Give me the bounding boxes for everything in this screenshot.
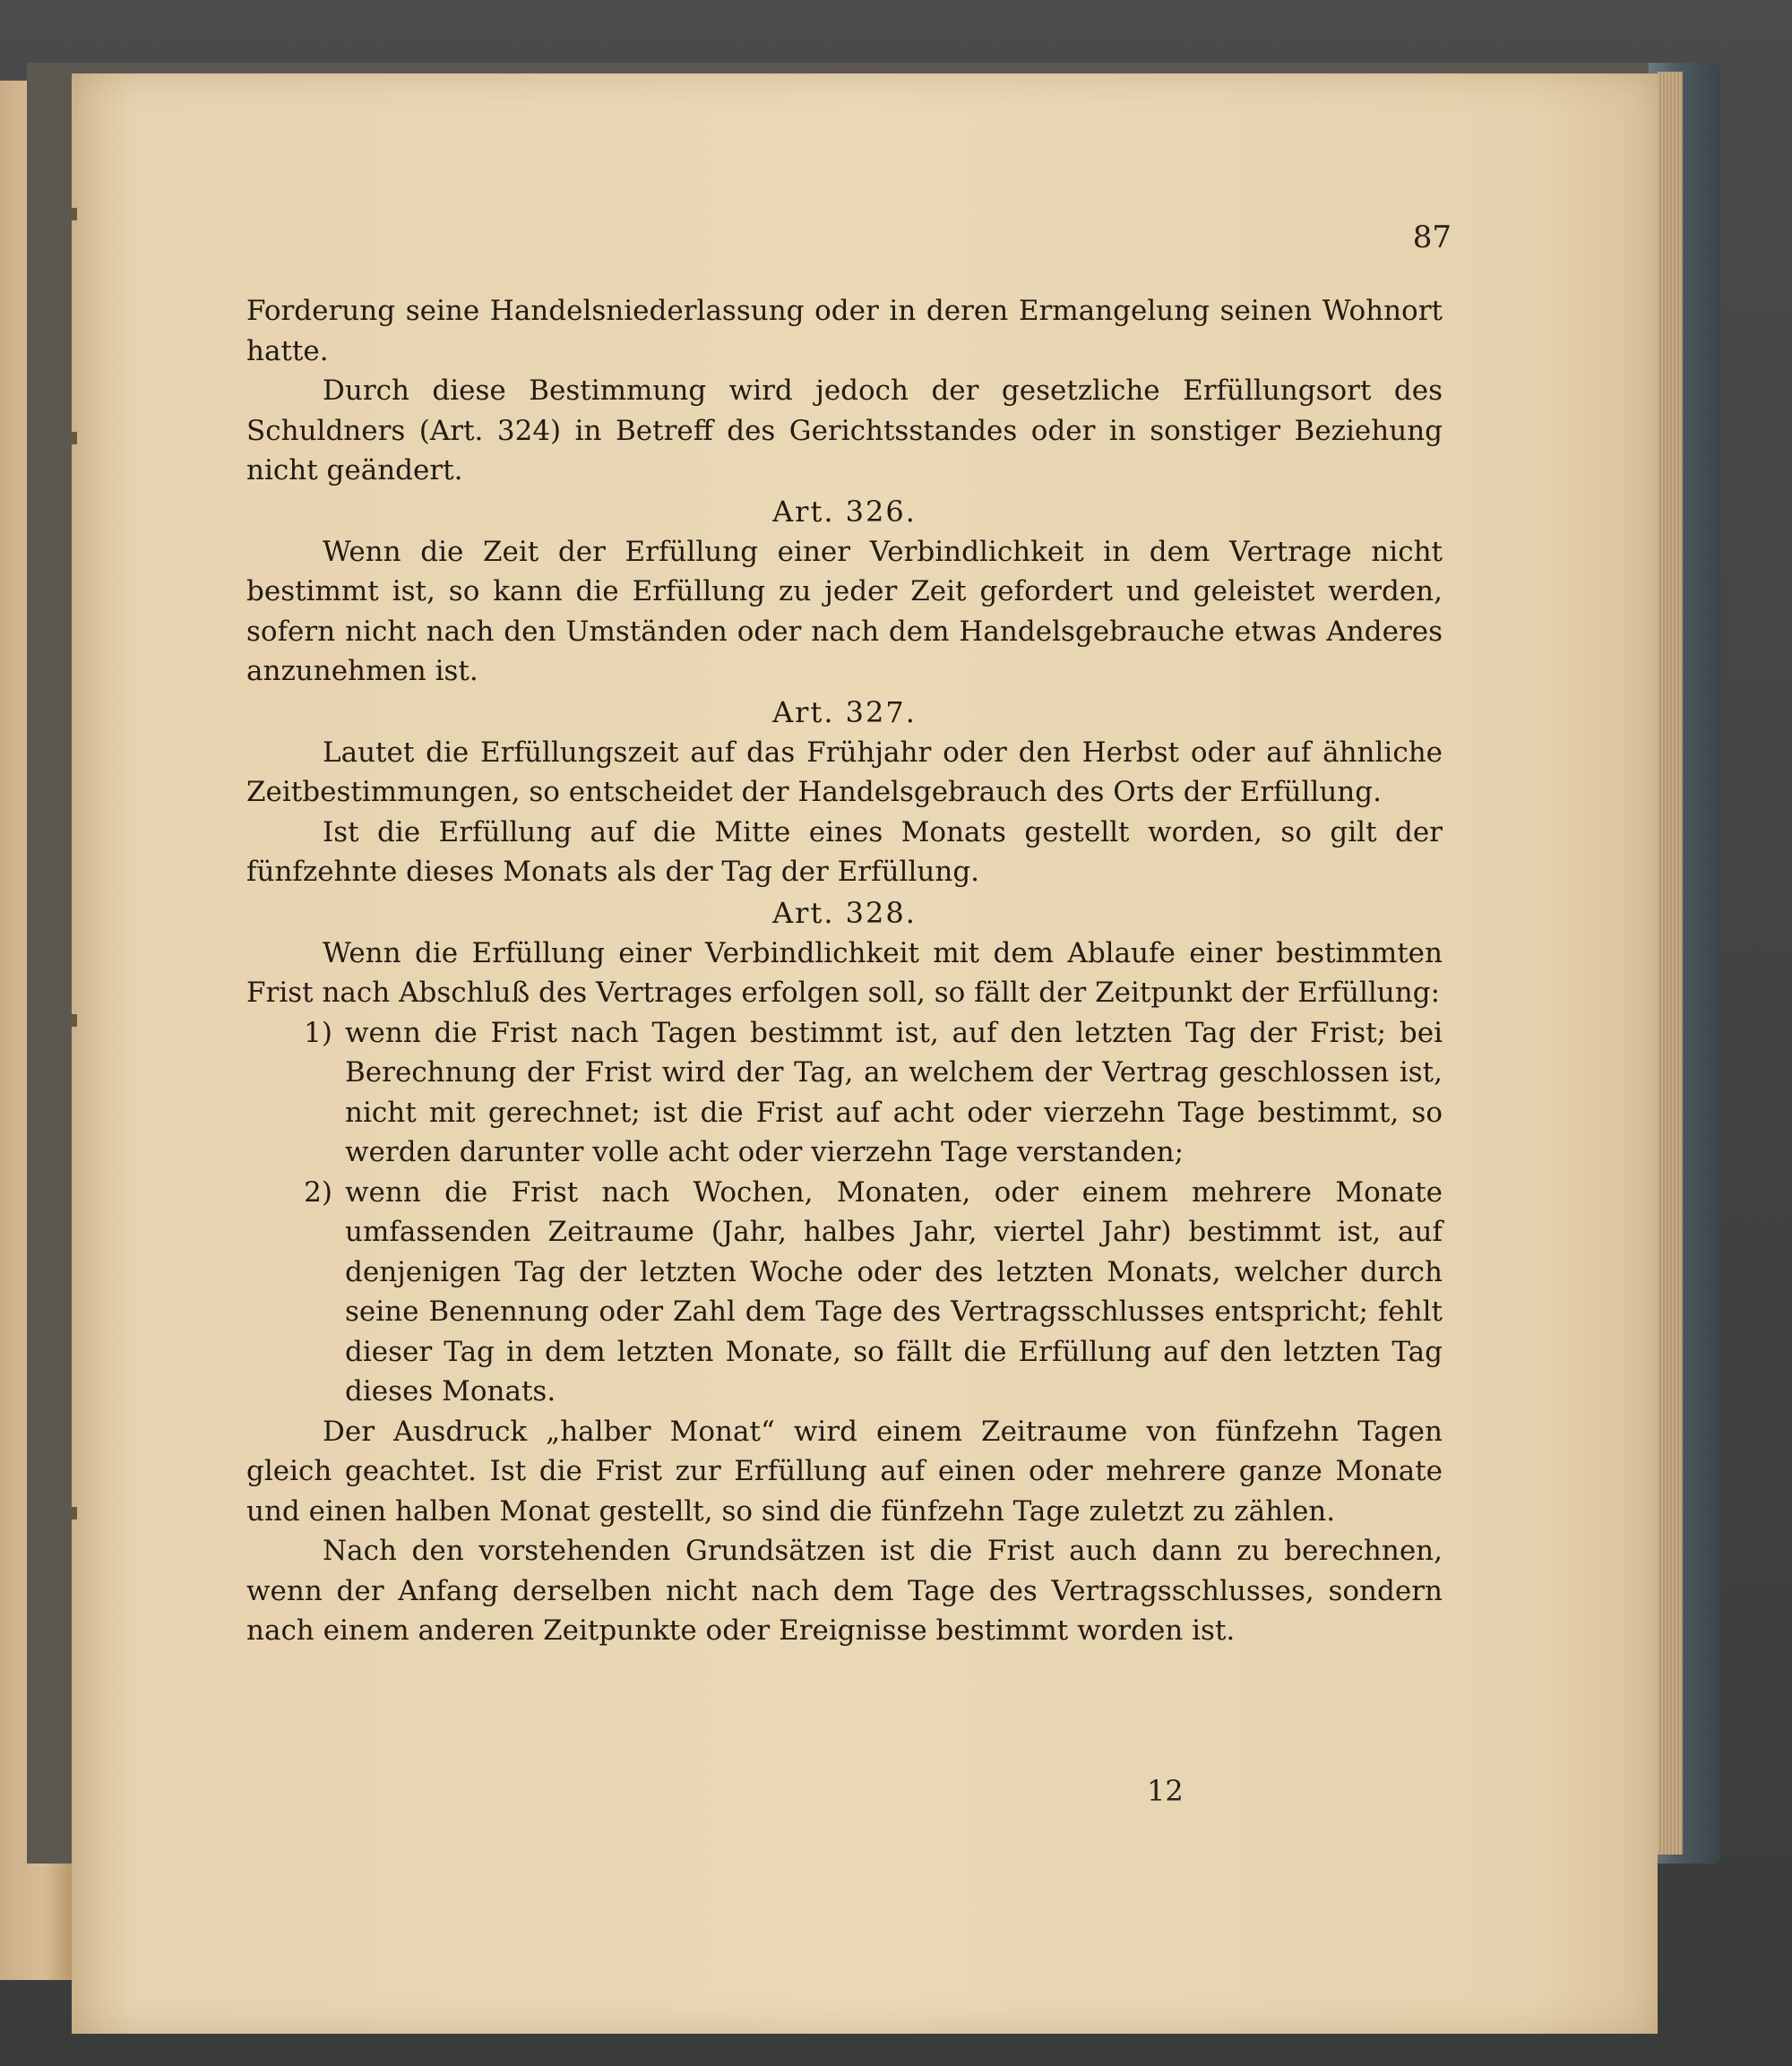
- article-heading-327: Art. 327.: [772, 694, 917, 729]
- article-327-paragraph-1: Lautet die Erfüllungszeit auf das Frühjahr oder den Herbst oder auf ähnliche Zeitbestimmungen, so entscheidet der Handelsgebrauch des Orts der Erfüllung.: [246, 736, 1443, 808]
- margin-mark: [72, 208, 77, 220]
- article-328-paragraph-3: Nach den vorstehenden Grundsätzen ist die Frist auch dann zu berechnen, wenn der Anfang derselben nicht nach dem Tage des Vertragsschlusses, sondern nach einem anderen Zeitpunkte oder Ereignisse bestimmt worden ist.: [246, 1535, 1443, 1647]
- article-328-paragraph-1: Wenn die Erfüllung einer Verbindlichkeit mit dem Ablaufe einer bestimmten Frist nach Abschluß des Vertrages erfolgen soll, so fällt der Zeitpunkt der Erfüllung:: [246, 936, 1443, 1009]
- margin-mark: [72, 1507, 77, 1519]
- enum-number: 2): [304, 1175, 332, 1209]
- enumerated-item: [246, 1173, 1443, 1412]
- paragraph-durch: Durch diese Bestimmung wird jedoch der gesetzliche Erfüllungsort des Schuldners (Art. 324) in Betreff des Gerichtsstandes oder in sonstiger Beziehung nicht geändert.: [246, 374, 1443, 486]
- page-fore-edge: [1658, 72, 1683, 1855]
- margin-mark: [72, 432, 77, 444]
- article-heading-328: Art. 328.: [772, 895, 917, 930]
- enum-text: wenn die Frist nach Tagen bestimmt ist, auf den letzten Tag der Frist; bei Berechnung der Frist wird der Tag, an welchem der Vertrag geschlossen ist, nicht mit gerechnet; ist die Frist auf acht oder vierzehn Tage bestimmt, so werden darunter volle acht oder vierzehn Tage verstanden;: [345, 1016, 1443, 1168]
- enum-text: wenn die Frist nach Wochen, Monaten, oder einem mehrere Monate umfassenden Zeitraume (Jahr, halbes Jahr, viertel Jahr) bestimmt ist, auf denjenigen Tag der letzten Woche oder des letzten Monats, welcher durch seine Benennung oder Zahl dem Tage des Vertragsschlusses entspricht; fehlt dieser Tag in dem letzten Monate, so fällt die Erfüllung auf den letzten Tag dieses Monats.: [345, 1175, 1443, 1407]
- article-328-paragraph-2: Der Ausdruck „halber Monat“ wird einem Zeitraume von fünfzehn Tagen gleich geachtet. Ist die Frist zur Erfüllung auf einen oder mehrere ganze Monate und einen halben Monat gestellt, so sind die fünfzehn Tage zuletzt zu zählen.: [246, 1415, 1443, 1528]
- enumerated-item: [246, 1013, 1443, 1173]
- page-number: 87: [1412, 220, 1452, 255]
- enum-number: 1): [304, 1016, 332, 1049]
- page-text: [246, 291, 1443, 1651]
- paragraph-intro: Forderung seine Handelsniederlassung oder in deren Ermangelung seinen Wohnort hatte.: [246, 295, 1443, 367]
- printer-signature-mark: 12: [1147, 1774, 1184, 1808]
- article-326-paragraph: Wenn die Zeit der Erfüllung einer Verbindlichkeit in dem Vertrage nicht bestimmt ist, so kann die Erfüllung zu jeder Zeit gefordert und geleistet werden, sofern nicht nach den Umständen oder nach dem Handelsgebrauche etwas Anderes anzunehmen ist.: [246, 535, 1443, 687]
- article-327-paragraph-2: Ist die Erfüllung auf die Mitte eines Monats gestellt worden, so gilt der fünfzehnte dieses Monats als der Tag der Erfüllung.: [246, 815, 1443, 888]
- margin-mark: [72, 1014, 77, 1027]
- article-heading-326: Art. 326.: [772, 494, 917, 529]
